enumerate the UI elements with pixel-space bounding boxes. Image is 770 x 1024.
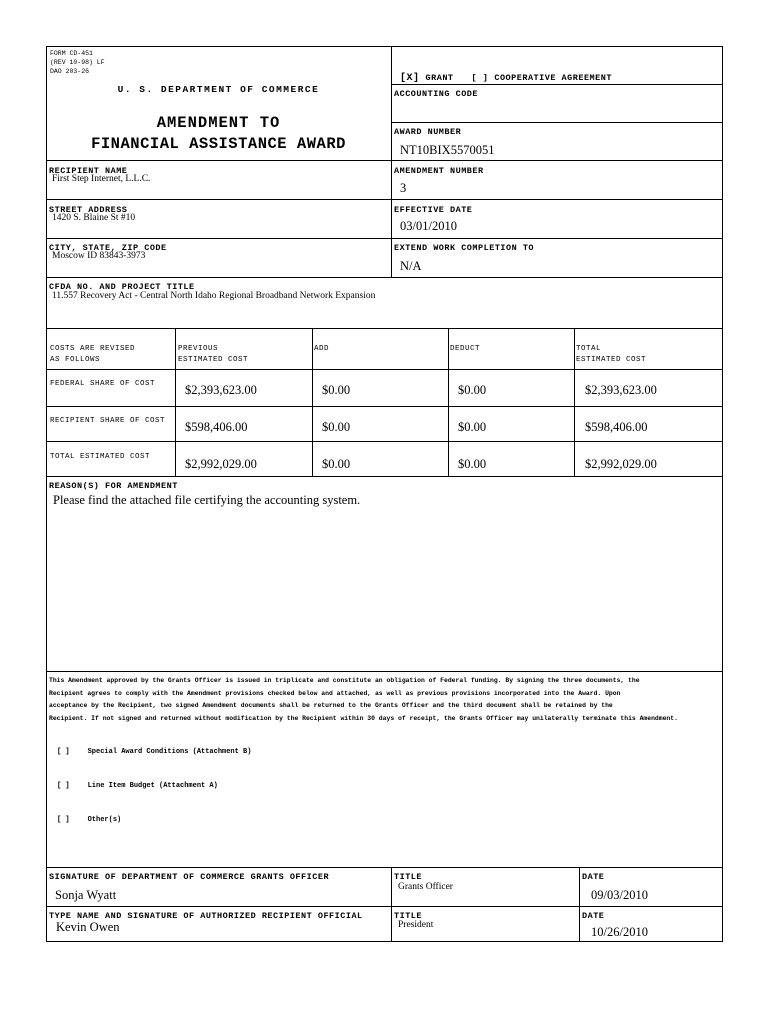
extend-completion-label: EXTEND WORK COMPLETION TO — [394, 243, 535, 253]
officer-date-label: DATE — [582, 872, 605, 882]
effective-date-value: 03/01/2010 — [400, 219, 457, 233]
recipient-name-value: First Step Internet, L.L.C. — [52, 174, 151, 184]
effective-date-label: EFFECTIVE DATE — [394, 205, 473, 215]
amendment-number-label: AMENDMENT NUMBER — [394, 166, 484, 176]
add-cost: $0.00 — [322, 420, 351, 434]
previous-cost: $2,393,623.00 — [185, 383, 257, 397]
option-line-item-budget — [57, 774, 218, 792]
recipient-signature-label: TYPE NAME AND SIGNATURE OF AUTHORIZED RECIPIENT OFFICIAL — [49, 911, 363, 921]
cooperative-label: COOPERATIVE AGREEMENT — [494, 73, 612, 83]
deduct-cost: $0.00 — [458, 457, 487, 471]
recipient-name-label: RECIPIENT NAME — [49, 166, 128, 176]
deduct-cost: $0.00 — [458, 383, 487, 397]
option-others — [57, 808, 121, 826]
special-conditions-checkbox[interactable]: [ ] — [57, 748, 70, 756]
city-state-zip-label: CITY, STATE, ZIP CODE — [49, 243, 167, 253]
recipient-signature-value: Kevin Owen — [56, 920, 120, 934]
special-conditions-label: Special Award Conditions (Attachment B) — [87, 748, 252, 756]
street-address-value: 1420 S. Blaine St #10 — [52, 213, 136, 223]
extend-completion-value: N/A — [400, 259, 422, 273]
terms-line: Recipient agrees to comply with the Amendment provisions checked below and attached, as well as previous provisions incorporated into the Award. Upon — [49, 689, 621, 697]
terms-paragraph — [49, 675, 721, 725]
cooperative-checkbox[interactable]: [ ] — [471, 73, 489, 83]
cost-header-total-line2: ESTIMATED COST — [576, 356, 647, 364]
officer-title-value: Grants Officer — [398, 882, 453, 892]
row-label: FEDERAL SHARE OF COST — [50, 380, 156, 388]
line-item-budget-checkbox[interactable]: [ ] — [57, 782, 70, 790]
recipient-date-value: 10/26/2010 — [591, 925, 648, 939]
form-dao: DAO 203-26 — [50, 68, 90, 75]
option-special-conditions — [57, 740, 251, 758]
cost-header-deduct: DEDUCT — [450, 345, 481, 353]
cost-header-previous-line1: PREVIOUS — [178, 345, 219, 353]
total-cost: $2,992,029.00 — [585, 457, 657, 471]
line-item-budget-label: Line Item Budget (Attachment A) — [87, 782, 218, 790]
agreement-type — [400, 67, 612, 85]
reasons-text: Please find the attached file certifying the accounting system. — [53, 493, 361, 507]
reasons-label: REASON(S) FOR AMENDMENT — [49, 481, 178, 491]
row-label: RECIPIENT SHARE OF COST — [50, 417, 166, 425]
officer-signature-label: SIGNATURE OF DEPARTMENT OF COMMERCE GRANTS OFFICER — [49, 872, 330, 882]
grant-label: GRANT — [425, 73, 454, 83]
cost-header-total-line1: TOTAL — [576, 345, 602, 353]
cost-header-previous-line2: ESTIMATED COST — [178, 356, 249, 364]
officer-signature-value: Sonja Wyatt — [55, 888, 117, 902]
officer-title-label: TITLE — [394, 872, 423, 882]
cost-header-label-line2: AS FOLLOWS — [50, 356, 101, 364]
terms-line: Recipient. If not signed and returned without modification by the Recipient within 30 days of receipt, the Grants Officer may unilaterally terminate this Amendment. — [49, 714, 678, 722]
total-cost: $2,393,623.00 — [585, 383, 657, 397]
add-cost: $0.00 — [322, 383, 351, 397]
form-number: FORM CD-451 — [50, 50, 93, 57]
department-name: U. S. DEPARTMENT OF COMMERCE — [117, 84, 320, 95]
terms-line: acceptance by the Recipient, two signed Amendment documents shall be returned to the Grants Officer and the third document shall be retained by the — [49, 702, 613, 709]
grant-checkbox[interactable]: [X] — [400, 73, 420, 84]
cost-header-add: ADD — [314, 345, 330, 353]
others-label: Other(s) — [87, 816, 122, 824]
street-address-label: STREET ADDRESS — [49, 205, 128, 215]
add-cost: $0.00 — [322, 457, 351, 471]
others-checkbox[interactable]: [ ] — [57, 816, 70, 824]
form-title-line1: AMENDMENT TO — [156, 114, 281, 132]
recipient-date-label: DATE — [582, 911, 605, 921]
recipient-title-value: President — [398, 920, 434, 930]
cfda-value: 11.557 Recovery Act - Central North Idaho Regional Broadband Network Expansion — [52, 291, 376, 301]
terms-line: This Amendment approved by the Grants Officer is issued in triplicate and constitute an obligation of Federal funding. By signing the three documents, the — [49, 677, 640, 684]
row-label: TOTAL ESTIMATED COST — [50, 453, 151, 461]
amendment-number-value: 3 — [400, 181, 407, 195]
city-state-zip-value: Moscow ID 83843-3973 — [52, 251, 146, 261]
accounting-code-label: ACCOUNTING CODE — [394, 89, 479, 99]
recipient-title-label: TITLE — [394, 911, 423, 921]
total-cost: $598,406.00 — [585, 420, 648, 434]
officer-date-value: 09/03/2010 — [591, 888, 648, 902]
cfda-label: CFDA NO. AND PROJECT TITLE — [49, 282, 195, 292]
previous-cost: $598,406.00 — [185, 420, 248, 434]
form-title-line2: FINANCIAL ASSISTANCE AWARD — [91, 135, 346, 153]
cost-header-label-line1: COSTS ARE REVISED — [50, 345, 136, 353]
award-number-value: NT10BIX5570051 — [400, 143, 495, 157]
award-number-label: AWARD NUMBER — [394, 127, 462, 137]
deduct-cost: $0.00 — [458, 420, 487, 434]
previous-cost: $2,992,029.00 — [185, 457, 257, 471]
form-revision: (REV 10-98) LF — [50, 59, 105, 66]
